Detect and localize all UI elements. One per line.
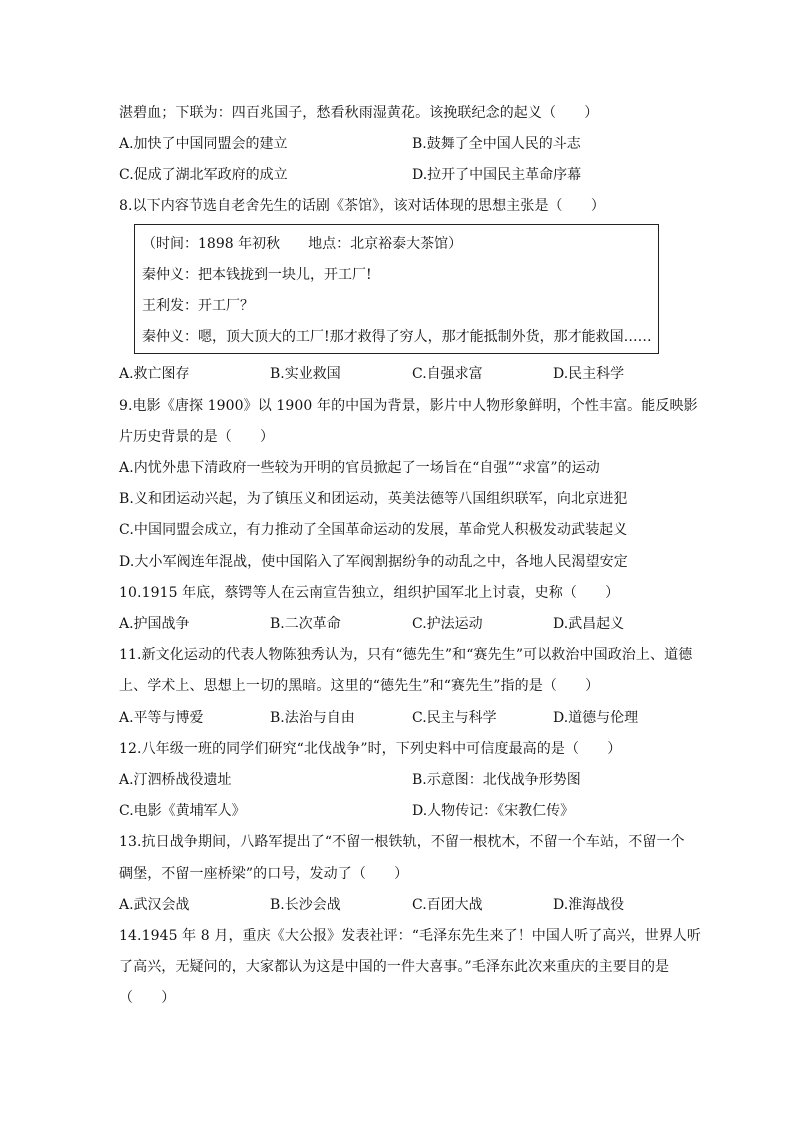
question-8: 8.以下内容节选自老舍先生的话剧《茶馆》，该对话体现的思想主张是（ ） — [119, 198, 605, 214]
q8-option-c: C.自强求富 — [412, 366, 483, 382]
q10-option-a: A.护国战争 — [119, 616, 190, 632]
q7-option-d: D.拉开了中国民主革命序幕 — [412, 167, 582, 183]
question-7-continuation: 湛碧血；下联为：四百兆国子，愁看秋雨湿黄花。该挽联纪念的起义（ ） — [119, 105, 599, 121]
q13-option-d: D.淮海战役 — [553, 897, 625, 913]
dialogue-line-2: 秦仲义：把本钱拢到一块儿，开工厂! — [142, 267, 372, 283]
dialogue-line-3: 王利发：开工厂？ — [142, 298, 254, 314]
dialogue-line-1: （时间：1898 年初秋 地点：北京裕泰大茶馆） — [142, 236, 463, 252]
question-13-line-2: 碉堡，不留一座桥梁”的口号，发动了（ ） — [119, 866, 409, 882]
q10-option-d: D.武昌起义 — [553, 616, 625, 632]
q12-option-c: C.电影《黄埔军人》 — [119, 803, 246, 819]
question-10: 10.1915 年底，蔡锷等人在云南宣告独立，组织护国军北上讨袁，史称（ ） — [119, 585, 620, 601]
q8-option-b: B.实业救国 — [270, 366, 341, 382]
question-11-line-1: 11.新文化运动的代表人物陈独秀认为，只有“德先生”和“赛先生”可以救治中国政治上、道德 — [119, 647, 693, 663]
dialogue-line-4: 秦仲义：嗯，顶大顶大的工厂!那才救得了穷人，那才能抵制外货，那才能救国…… — [142, 329, 652, 345]
q10-option-c: C.护法运动 — [412, 616, 483, 632]
q12-option-a: A.汀泗桥战役遗址 — [119, 772, 232, 788]
q8-option-a: A.救亡图存 — [119, 366, 190, 382]
q9-option-c: C.中国同盟会成立，有力推动了全国革命运动的发展，革命党人积极发动武装起义 — [119, 522, 628, 538]
q11-option-d: D.道德与伦理 — [553, 710, 639, 726]
q11-option-c: C.民主与科学 — [412, 710, 497, 726]
q7-option-a: A.加快了中国同盟会的建立 — [119, 136, 288, 152]
question-14-line-2: 了高兴，无疑问的，大家都认为这是中国的一件大喜事。”毛泽东此次来重庆的主要目的是 — [119, 959, 670, 975]
question-14-line-1: 14.1945 年 8 月，重庆《大公报》发表社评：“毛泽东先生来了！中国人听了高兴，世界人听 — [119, 928, 702, 944]
q11-option-a: A.平等与博爱 — [119, 710, 204, 726]
q7-option-b: B.鼓舞了全中国人民的斗志 — [412, 136, 581, 152]
q7-option-c: C.促成了湖北军政府的成立 — [119, 167, 288, 183]
q13-option-c: C.百团大战 — [412, 897, 483, 913]
question-12: 12.八年级一班的同学们研究“北伐战争”时，下列史料中可信度最高的是（ ） — [119, 741, 622, 757]
q9-option-b: B.义和团运动兴起，为了镇压义和团运动，英美法德等八国组织联军，向北京进犯 — [119, 491, 628, 507]
q8-option-d: D.民主科学 — [553, 366, 625, 382]
q9-option-d: D.大小军阀连年混战，使中国陷入了军阀割据纷争的动乱之中，各地人民渴望安定 — [119, 554, 628, 570]
q12-option-d: D.人物传记：《宋教仁传》 — [412, 803, 575, 819]
q10-option-b: B.二次革命 — [270, 616, 341, 632]
question-14-line-3: （ ） — [119, 990, 176, 1006]
q11-option-b: B.法治与自由 — [270, 710, 355, 726]
q12-option-b: B.示意图：北伐战争形势图 — [412, 772, 581, 788]
question-9-line-2: 片历史背景的是（ ） — [119, 429, 275, 445]
q13-option-b: B.长沙会战 — [270, 897, 341, 913]
question-13-line-1: 13.抗日战争期间，八路军提出了“不留一根铁轨，不留一根枕木，不留一个车站，不留一个 — [119, 834, 685, 850]
q9-option-a: A.内忧外患下清政府一些较为开明的官员掀起了一场旨在“自强”“求富”的运动 — [119, 460, 600, 476]
question-11-line-2: 上、学术上、思想上一切的黑暗。这里的“德先生”和“赛先生”指的是（ ） — [119, 678, 600, 694]
question-9-line-1: 9.电影《唐探 1900》以 1900 年的中国为背景，影片中人物形象鲜明，个性丰富。能反映影 — [119, 398, 698, 414]
q13-option-a: A.武汉会战 — [119, 897, 190, 913]
